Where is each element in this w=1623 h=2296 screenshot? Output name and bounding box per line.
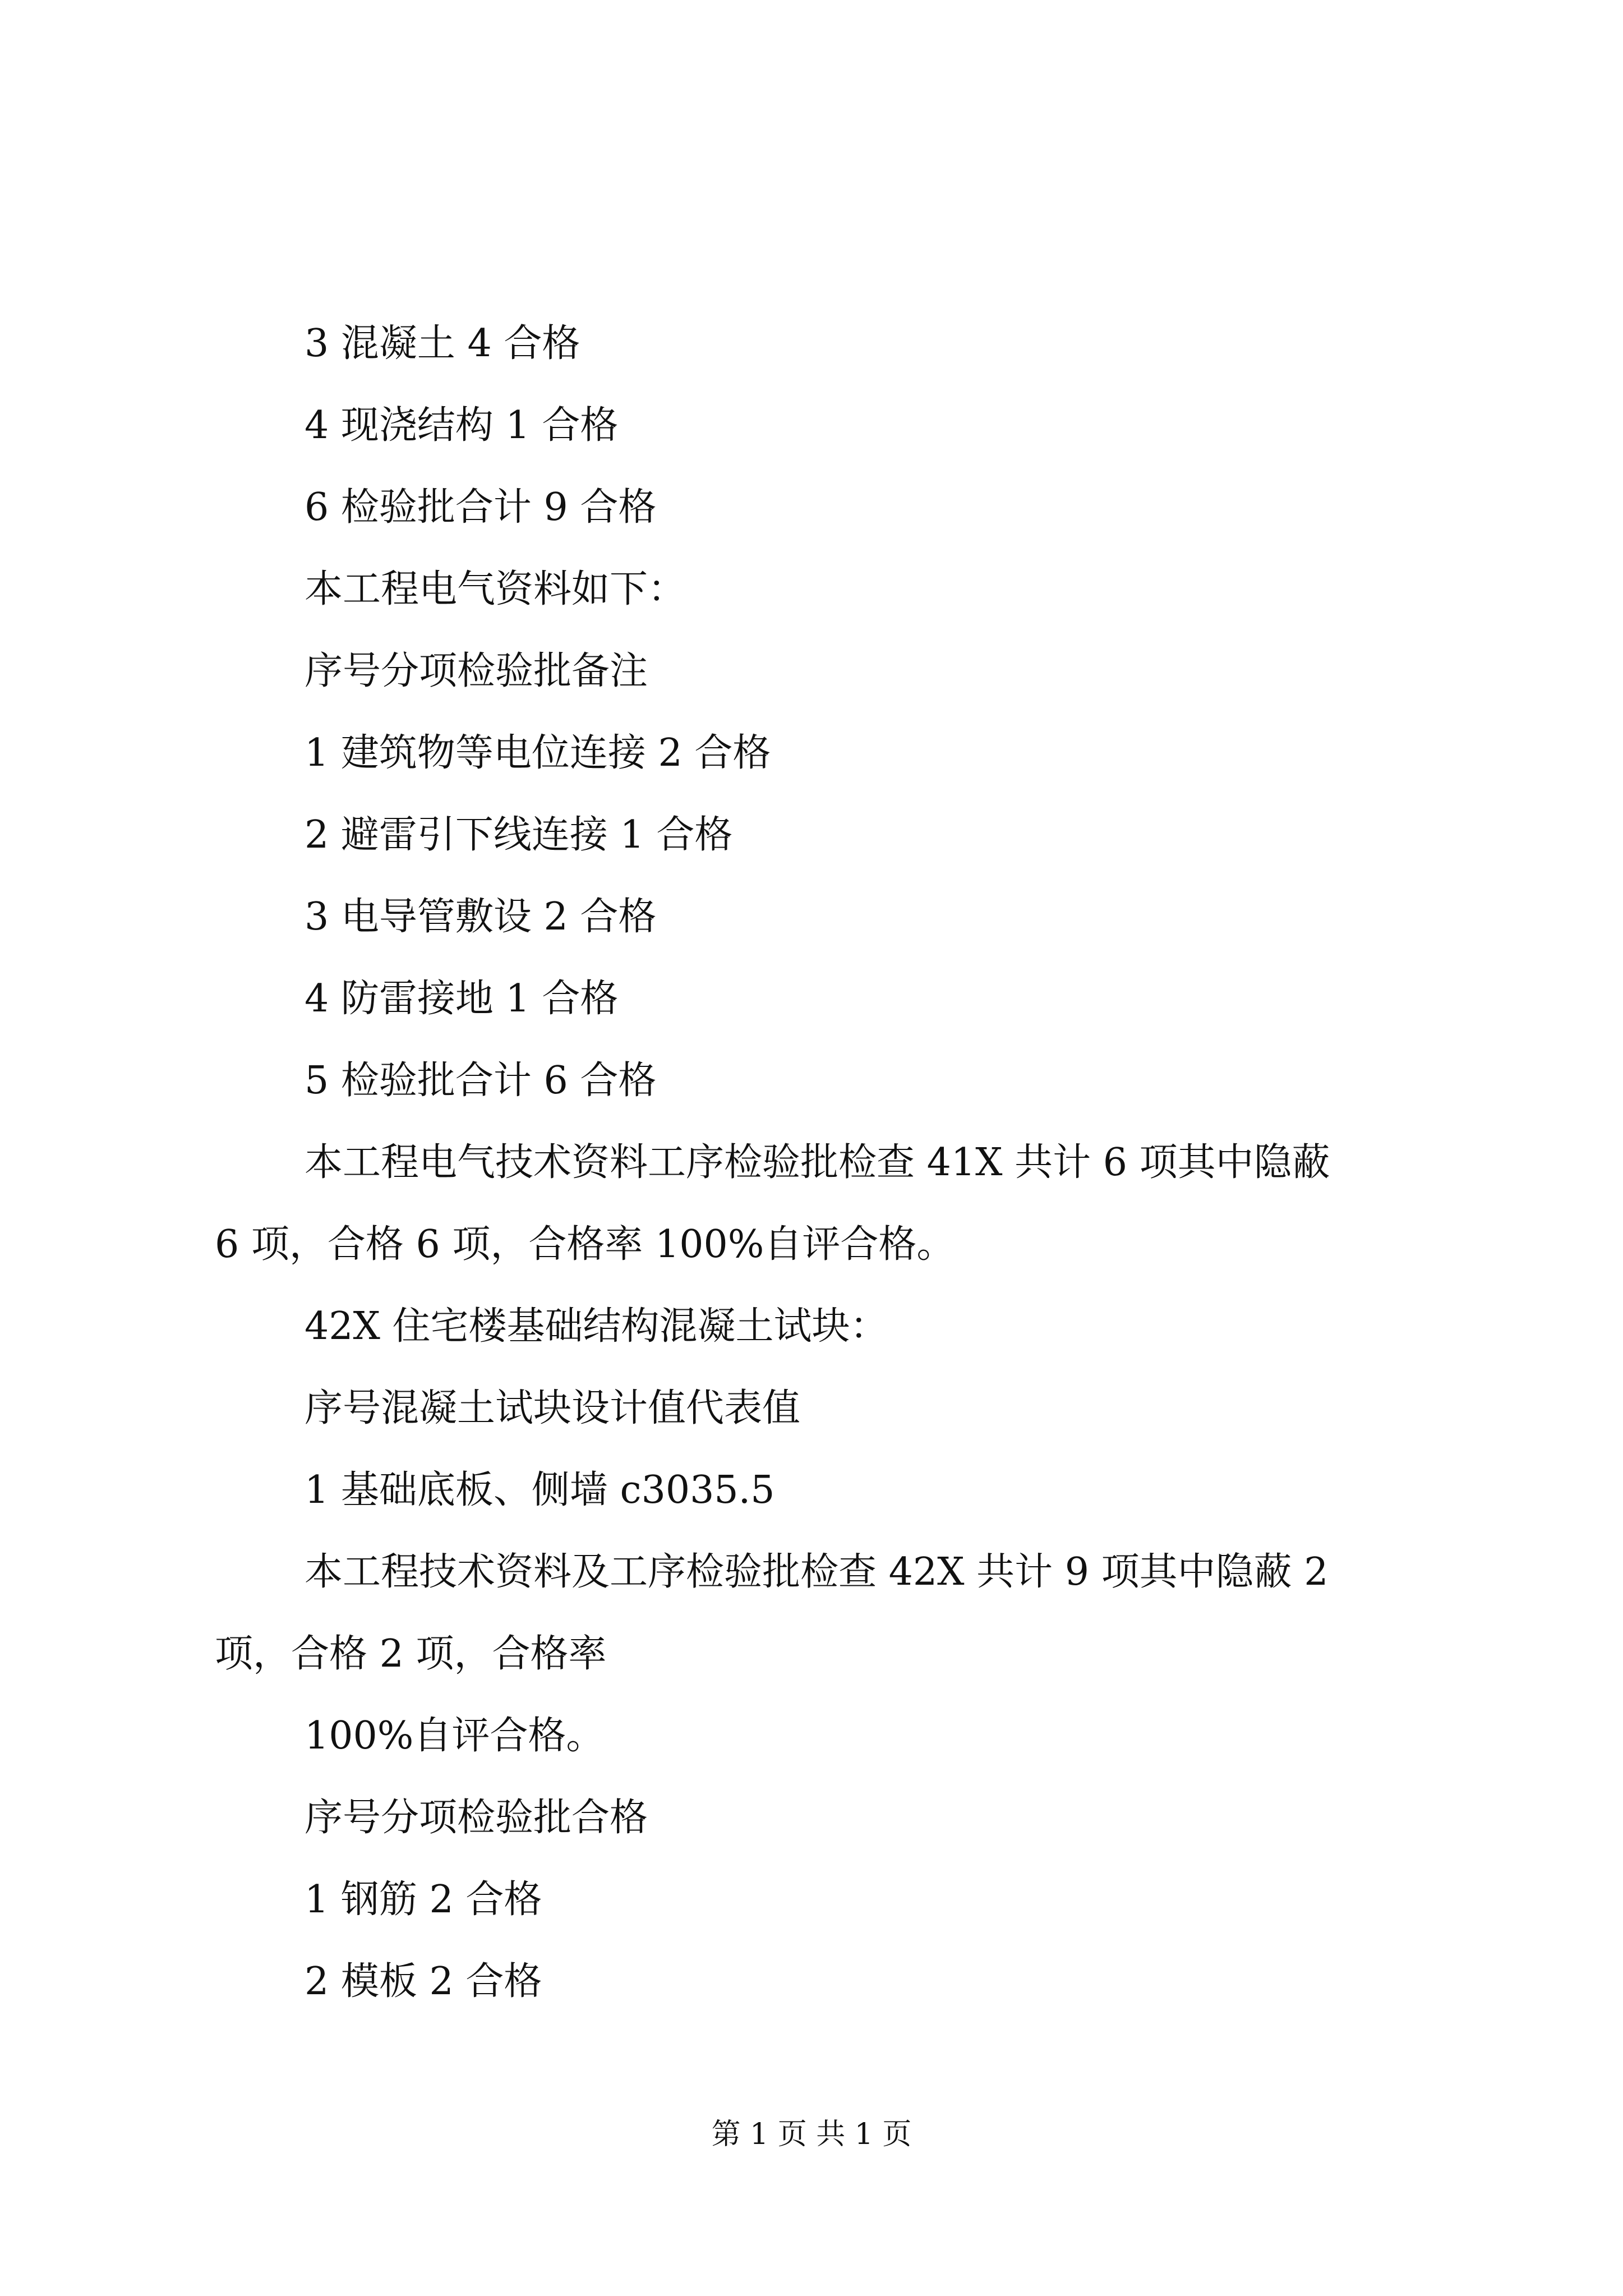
text-line: 6 项，合格 6 项，合格率 100%自评合格。 [215, 1222, 955, 1267]
text-line: 2 避雷引下线连接 1 合格 [305, 813, 733, 857]
text-line: 1 钢筋 2 合格 [305, 1878, 542, 1922]
text-line: 2 模板 2 合格 [305, 1959, 542, 2004]
text-line: 项，合格 2 项，合格率 [215, 1632, 607, 1676]
text-line: 3 混凝土 4 合格 [305, 321, 580, 366]
text-line: 本工程电气技术资料工序检验批检查 41X 共计 6 项其中隐蔽 [305, 1140, 1330, 1185]
text-line: 4 防雷接地 1 合格 [305, 977, 619, 1021]
text-line: 本工程电气资料如下： [305, 567, 686, 611]
text-line: 序号分项检验批合格 [305, 1796, 648, 1840]
text-line: 4 现浇结构 1 合格 [305, 403, 619, 448]
text-line: 序号混凝土试块设计值代表值 [305, 1386, 801, 1430]
text-line: 3 电导管敷设 2 合格 [305, 895, 657, 939]
document-body [215, 303, 1443, 2023]
text-line: 42X 住宅楼基础结构混凝土试块： [305, 1304, 888, 1349]
text-line: 100%自评合格。 [305, 1714, 605, 1758]
text-line: 6 检验批合计 9 合格 [305, 485, 657, 530]
page-footer: 第 1 页 共 1 页 [711, 2118, 912, 2151]
text-line: 5 检验批合计 6 合格 [305, 1059, 657, 1103]
text-line: 1 基础底板、侧墙 c3035.5 [305, 1468, 775, 1512]
text-line: 本工程技术资料及工序检验批检查 42X 共计 9 项其中隐蔽 2 [305, 1550, 1329, 1594]
text-line: 序号分项检验批备注 [305, 649, 648, 693]
text-line: 1 建筑物等电位连接 2 合格 [305, 731, 771, 775]
